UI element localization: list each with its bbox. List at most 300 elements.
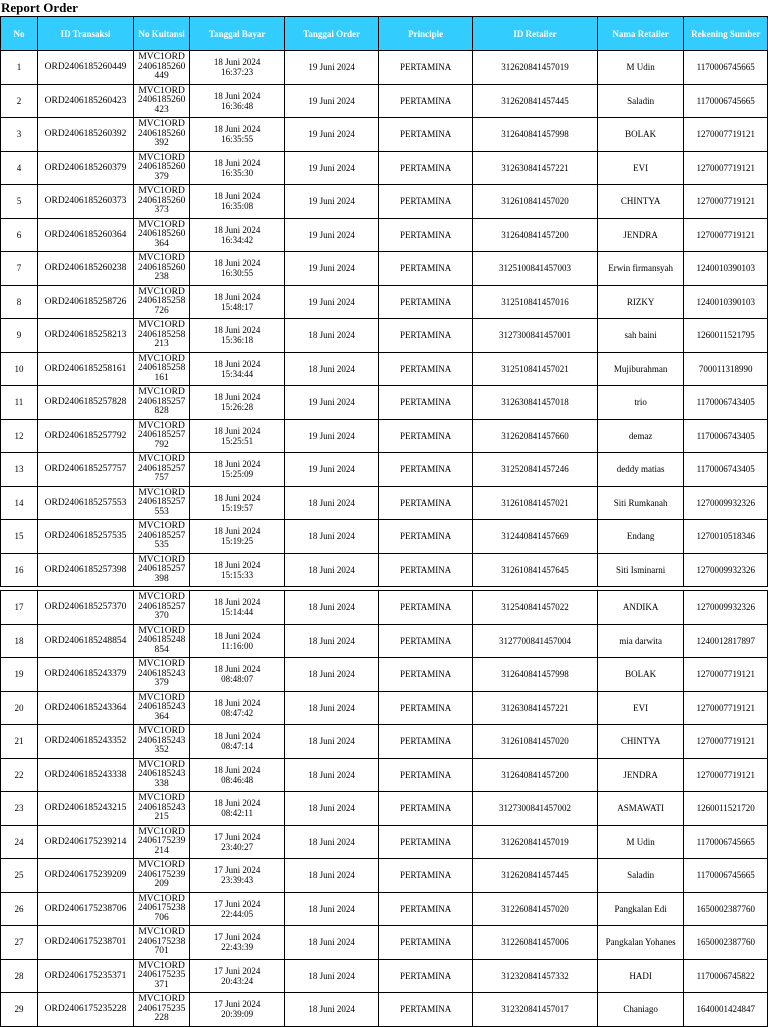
table-cell: [190, 553, 285, 587]
cell-line: 22:43:39: [221, 942, 254, 953]
cell-line: 371: [154, 979, 169, 990]
table-cell: [190, 252, 285, 286]
table-row: [1, 892, 768, 926]
table-cell: 18 Juni 2024: [285, 825, 379, 859]
table-cell: ORD2406185257792: [37, 419, 133, 453]
table-cell: 1260011521795: [684, 319, 768, 353]
table-row: [1, 725, 768, 759]
table-cell: [190, 758, 285, 792]
table-cell: trio: [597, 386, 684, 420]
table-cell: 1240010390103: [684, 285, 768, 319]
table-cell: 4: [1, 151, 38, 185]
table-cell: 312540841457022: [473, 591, 598, 625]
cell-line: MVC1ORD: [138, 960, 185, 971]
cell-line: 828: [154, 406, 169, 416]
table-row: [1, 758, 768, 792]
cell-line: MVC1ORD: [138, 759, 185, 770]
table-cell: [190, 51, 285, 85]
table-cell: 18 Juni 2024: [285, 520, 379, 554]
cell-line: 726: [154, 305, 169, 316]
cell-line: 373: [154, 205, 169, 215]
cell-line: 15:26:28: [221, 402, 254, 413]
table-cell: [134, 151, 190, 185]
cell-line: 18 Juni 2024: [213, 764, 261, 775]
table-cell: ORD2406185260449: [37, 51, 133, 85]
cell-line: 238: [154, 272, 169, 282]
table-cell: PERTAMINA: [379, 285, 473, 319]
table-cell: PERTAMINA: [379, 520, 473, 554]
table-cell: 24: [1, 825, 38, 859]
cell-line: 2406185257: [137, 530, 186, 541]
table-cell: CHINTYA: [597, 725, 684, 759]
cell-line: MVC1ORD: [138, 487, 185, 498]
table-cell: PERTAMINA: [379, 453, 473, 487]
table-row: [1, 151, 768, 185]
cell-line: 16:35:08: [221, 201, 254, 212]
cell-line: 16:35:55: [221, 134, 254, 145]
cell-line: 18 Juni 2024: [213, 358, 261, 369]
table-cell: [190, 658, 285, 692]
column-header: No Kuitansi: [134, 17, 190, 51]
column-header: Principle: [379, 17, 473, 51]
table-cell: JENDRA: [597, 758, 684, 792]
table-cell: ASMAWATI: [597, 792, 684, 826]
table-row: [1, 825, 768, 859]
cell-line: 18 Juni 2024: [213, 526, 261, 537]
column-header: Rekening Sumber: [684, 17, 768, 51]
table-cell: 18 Juni 2024: [285, 993, 379, 1027]
cell-line: 15:14:44: [221, 607, 254, 618]
cell-line: 2406185260: [137, 61, 186, 72]
table-cell: PERTAMINA: [379, 658, 473, 692]
table-row: [1, 624, 768, 658]
cell-line: 2406175239: [137, 869, 186, 880]
cell-line: 18 Juni 2024: [213, 258, 261, 269]
column-header: Tanggal Bayar: [190, 17, 285, 51]
cell-line: 553: [154, 506, 169, 517]
table-cell: 1270007719121: [684, 725, 768, 759]
table-cell: ORD2406185258213: [37, 319, 133, 353]
table-cell: 312510841457021: [473, 352, 598, 386]
cell-line: 15:25:51: [221, 435, 254, 446]
table-cell: 6: [1, 218, 38, 252]
table-cell: [190, 725, 285, 759]
cell-line: MVC1ORD: [138, 826, 185, 837]
table-cell: ORD2406185243364: [37, 691, 133, 725]
table-cell: 312510841457016: [473, 285, 598, 319]
table-cell: 18 Juni 2024: [285, 959, 379, 993]
table-cell: Chaniago: [597, 993, 684, 1027]
cell-line: 23:39:43: [221, 875, 254, 886]
cell-line: 16:30:55: [221, 268, 254, 279]
table-cell: 22: [1, 758, 38, 792]
table-cell: 312440841457669: [473, 520, 598, 554]
cell-line: 2406185258: [137, 296, 186, 306]
table-cell: PERTAMINA: [379, 352, 473, 386]
table-cell: [190, 792, 285, 826]
cell-line: 16:35:30: [221, 167, 254, 178]
table-cell: 312320841457017: [473, 993, 598, 1027]
table-cell: [134, 892, 190, 926]
column-header: Nama Retailer: [597, 17, 684, 51]
table-cell: 312520841457246: [473, 453, 598, 487]
cell-line: 213: [154, 339, 169, 349]
table-cell: [134, 926, 190, 960]
column-header: ID Transaksi: [37, 17, 133, 51]
table-cell: [134, 185, 190, 219]
table-cell: 1270009932326: [684, 591, 768, 625]
table-cell: 3125100841457003: [473, 252, 598, 286]
cell-line: 2406185257: [137, 396, 186, 407]
table-cell: [190, 859, 285, 893]
table-cell: EVI: [597, 151, 684, 185]
cell-line: 11:16:00: [221, 640, 253, 651]
table-cell: ORD2406185260373: [37, 185, 133, 219]
table-cell: [134, 218, 190, 252]
table-row: [1, 591, 768, 625]
cell-line: MVC1ORD: [138, 625, 185, 636]
table-cell: PERTAMINA: [379, 993, 473, 1027]
cell-line: 2406185258: [137, 329, 186, 340]
table-cell: 1170006745822: [684, 959, 768, 993]
table-cell: 1: [1, 51, 38, 85]
table-cell: sah baini: [597, 319, 684, 353]
table-cell: 2: [1, 84, 38, 118]
table-cell: 18 Juni 2024: [285, 319, 379, 353]
cell-line: 701: [154, 946, 169, 956]
table-cell: PERTAMINA: [379, 926, 473, 960]
cell-line: 18 Juni 2024: [213, 191, 261, 202]
table-cell: PERTAMINA: [379, 859, 473, 893]
table-cell: 1170006745665: [684, 859, 768, 893]
table-cell: 19 Juni 2024: [285, 419, 379, 453]
table-row: [1, 218, 768, 252]
table-cell: ORD2406185258161: [37, 352, 133, 386]
cell-line: MVC1ORD: [138, 994, 185, 1004]
table-cell: ORD2406185257535: [37, 520, 133, 554]
column-header: ID Retailer: [473, 17, 598, 51]
table-cell: JENDRA: [597, 218, 684, 252]
cell-line: MVC1ORD: [138, 186, 185, 196]
table-cell: PERTAMINA: [379, 151, 473, 185]
table-cell: [190, 926, 285, 960]
table-cell: 1170006743405: [684, 386, 768, 420]
cell-line: 18 Juni 2024: [213, 798, 261, 809]
table-cell: 1170006743405: [684, 419, 768, 453]
table-cell: 20: [1, 691, 38, 725]
cell-line: 379: [154, 678, 169, 688]
table-cell: 18 Juni 2024: [285, 486, 379, 520]
table-row: [1, 486, 768, 520]
table-cell: [190, 486, 285, 520]
cell-line: 2406185260: [137, 262, 186, 273]
cell-line: 15:25:09: [221, 469, 254, 480]
table-cell: 13: [1, 453, 38, 487]
table-cell: [190, 959, 285, 993]
table-cell: 8: [1, 285, 38, 319]
cell-line: 2406185257: [137, 497, 186, 507]
table-cell: 19 Juni 2024: [285, 285, 379, 319]
table-row: [1, 658, 768, 692]
table-cell: PERTAMINA: [379, 725, 473, 759]
table-cell: [134, 859, 190, 893]
cell-line: 757: [154, 473, 169, 483]
table-cell: ORD2406175235371: [37, 959, 133, 993]
table-cell: PERTAMINA: [379, 591, 473, 625]
table-cell: ORD2406185258726: [37, 285, 133, 319]
table-cell: [190, 624, 285, 658]
table-cell: 25: [1, 859, 38, 893]
cell-line: 08:48:07: [221, 674, 254, 685]
cell-line: 2406185260: [137, 195, 186, 206]
table-cell: 1270007719121: [684, 691, 768, 725]
table-cell: 1270007719121: [684, 151, 768, 185]
table-cell: 312260841457020: [473, 892, 598, 926]
table-row: [1, 520, 768, 554]
cell-line: 209: [154, 879, 169, 889]
table-row: [1, 691, 768, 725]
table-row: [1, 453, 768, 487]
cell-line: 15:48:17: [221, 301, 254, 312]
table-cell: 21: [1, 725, 38, 759]
table-cell: 312610841457020: [473, 725, 598, 759]
table-cell: ORD2406185260379: [37, 151, 133, 185]
table-cell: 1270009932326: [684, 553, 768, 587]
table-cell: 1170006745665: [684, 825, 768, 859]
table-cell: PERTAMINA: [379, 51, 473, 85]
cell-line: MVC1ORD: [138, 592, 185, 602]
table-cell: BOLAK: [597, 658, 684, 692]
table-cell: M Udin: [597, 825, 684, 859]
table-cell: 7: [1, 252, 38, 286]
table-cell: 19 Juni 2024: [285, 151, 379, 185]
table-cell: ORD2406185243352: [37, 725, 133, 759]
table-cell: 19 Juni 2024: [285, 252, 379, 286]
cell-line: 398: [154, 573, 169, 584]
table-cell: 14: [1, 486, 38, 520]
cell-line: 2406185260: [137, 95, 186, 105]
cell-line: 18 Juni 2024: [213, 224, 261, 235]
cell-line: 15:36:18: [221, 335, 254, 346]
table-cell: 1170006745665: [684, 51, 768, 85]
cell-line: 17 Juni 2024: [213, 865, 261, 876]
table-cell: 1270009932326: [684, 486, 768, 520]
table-cell: 1260011521720: [684, 792, 768, 826]
cell-line: 16:37:23: [221, 67, 254, 78]
cell-line: 161: [154, 372, 169, 383]
cell-line: 535: [154, 540, 169, 550]
cell-line: 2406185248: [137, 635, 186, 645]
table-cell: 18 Juni 2024: [285, 691, 379, 725]
table-cell: [134, 252, 190, 286]
cell-line: 18 Juni 2024: [213, 325, 261, 336]
table-cell: ORD2406185248854: [37, 624, 133, 658]
table-cell: mia darwita: [597, 624, 684, 658]
cell-line: 2406185257: [137, 463, 186, 474]
table-cell: PERTAMINA: [379, 185, 473, 219]
table-row: [1, 185, 768, 219]
table-cell: 19 Juni 2024: [285, 218, 379, 252]
cell-line: 2406185243: [137, 769, 186, 779]
cell-line: 2406175235: [137, 1003, 186, 1014]
cell-line: MVC1ORD: [138, 521, 185, 531]
cell-line: 2406175238: [137, 903, 186, 913]
table-cell: 1650002387760: [684, 926, 768, 960]
cell-line: 2406175239: [137, 836, 186, 846]
cell-line: 18 Juni 2024: [213, 425, 261, 436]
table-cell: 18 Juni 2024: [285, 792, 379, 826]
cell-line: MVC1ORD: [138, 353, 185, 364]
table-cell: [190, 185, 285, 219]
table-cell: 18 Juni 2024: [285, 352, 379, 386]
table-cell: PERTAMINA: [379, 386, 473, 420]
cell-line: 392: [154, 138, 169, 148]
cell-line: 214: [154, 845, 169, 856]
table-cell: [190, 352, 285, 386]
cell-line: 2406185260: [137, 162, 186, 172]
table-cell: 312620841457445: [473, 84, 598, 118]
cell-line: 2406185260: [137, 229, 186, 239]
table-cell: PERTAMINA: [379, 486, 473, 520]
table-cell: ORD2406185260364: [37, 218, 133, 252]
table-cell: [190, 453, 285, 487]
table-cell: [134, 118, 190, 152]
cell-line: 449: [154, 71, 169, 81]
cell-line: MVC1ORD: [138, 554, 185, 565]
table-cell: PERTAMINA: [379, 825, 473, 859]
table-cell: 26: [1, 892, 38, 926]
table-row: [1, 319, 768, 353]
table-cell: 19 Juni 2024: [285, 118, 379, 152]
table-cell: Saladin: [597, 859, 684, 893]
table-cell: 19: [1, 658, 38, 692]
cell-line: 18 Juni 2024: [213, 559, 261, 570]
table-cell: 312620841457660: [473, 419, 598, 453]
cell-line: 854: [154, 644, 169, 655]
table-cell: 3127300841457001: [473, 319, 598, 353]
cell-line: 18 Juni 2024: [213, 492, 261, 503]
table-row: [1, 959, 768, 993]
table-cell: 1170006745665: [684, 84, 768, 118]
table-cell: 29: [1, 993, 38, 1027]
table-cell: [134, 486, 190, 520]
table-cell: [190, 892, 285, 926]
table-cell: 18 Juni 2024: [285, 859, 379, 893]
table-cell: 15: [1, 520, 38, 554]
table-cell: 312260841457006: [473, 926, 598, 960]
cell-line: 18 Juni 2024: [213, 124, 261, 135]
table-row: [1, 859, 768, 893]
cell-line: 16:34:42: [221, 234, 254, 245]
table-cell: deddy matias: [597, 453, 684, 487]
cell-line: 18 Juni 2024: [213, 597, 261, 608]
cell-line: 370: [154, 611, 169, 621]
table-row: [1, 285, 768, 319]
table-cell: PERTAMINA: [379, 319, 473, 353]
table-cell: 18 Juni 2024: [285, 658, 379, 692]
cell-line: 2406185258: [137, 363, 186, 373]
table-cell: 19 Juni 2024: [285, 453, 379, 487]
table-cell: PERTAMINA: [379, 959, 473, 993]
table-cell: 1270007719121: [684, 185, 768, 219]
table-cell: Mujiburahman: [597, 352, 684, 386]
table-cell: PERTAMINA: [379, 624, 473, 658]
table-cell: 18 Juni 2024: [285, 926, 379, 960]
cell-line: MVC1ORD: [138, 253, 185, 263]
table-cell: 312630841457018: [473, 386, 598, 420]
cell-line: MVC1ORD: [138, 793, 185, 803]
table-cell: [134, 520, 190, 554]
table-cell: Siti Rumkanah: [597, 486, 684, 520]
cell-line: 2406185243: [137, 668, 186, 679]
table-cell: 1270007719121: [684, 758, 768, 792]
table-cell: Endang: [597, 520, 684, 554]
table-cell: [190, 386, 285, 420]
cell-line: 364: [154, 711, 169, 722]
cell-line: 17 Juni 2024: [213, 932, 261, 943]
table-cell: [190, 285, 285, 319]
table-row: [1, 386, 768, 420]
table-cell: 312610841457020: [473, 185, 598, 219]
table-cell: [190, 591, 285, 625]
column-header: Tanggal Order: [285, 17, 379, 51]
table-cell: [134, 691, 190, 725]
table-cell: [190, 218, 285, 252]
table-cell: [134, 84, 190, 118]
cell-line: 2406185257: [137, 601, 186, 612]
table-cell: ORD2406185257828: [37, 386, 133, 420]
table-cell: 312630841457221: [473, 151, 598, 185]
table-cell: 19 Juni 2024: [285, 386, 379, 420]
table-cell: 1270007719121: [684, 658, 768, 692]
table-cell: 3: [1, 118, 38, 152]
cell-line: 352: [154, 745, 169, 755]
table-cell: [190, 825, 285, 859]
cell-line: MVC1ORD: [138, 692, 185, 703]
table-cell: Siti Isminarni: [597, 553, 684, 587]
table-cell: [190, 419, 285, 453]
table-cell: PERTAMINA: [379, 252, 473, 286]
table-cell: CHINTYA: [597, 185, 684, 219]
table-cell: [134, 725, 190, 759]
table-cell: [134, 658, 190, 692]
table-cell: [190, 691, 285, 725]
column-header: No: [1, 17, 38, 51]
table-cell: Saladin: [597, 84, 684, 118]
table-cell: 3127300841457002: [473, 792, 598, 826]
table-cell: demaz: [597, 419, 684, 453]
cell-line: MVC1ORD: [138, 860, 185, 870]
table-cell: 18 Juni 2024: [285, 624, 379, 658]
cell-line: MVC1ORD: [138, 659, 185, 669]
table-row: [1, 553, 768, 587]
table-cell: 312610841457021: [473, 486, 598, 520]
cell-line: 18 Juni 2024: [213, 697, 261, 708]
cell-line: MVC1ORD: [138, 152, 185, 163]
cell-line: 08:47:42: [221, 707, 254, 718]
table-cell: [190, 993, 285, 1027]
table-cell: ORD2406185257398: [37, 553, 133, 587]
table-cell: M Udin: [597, 51, 684, 85]
cell-line: MVC1ORD: [138, 119, 185, 129]
table-cell: 312620841457019: [473, 51, 598, 85]
table-cell: [134, 993, 190, 1027]
table-row: [1, 419, 768, 453]
table-header-row: [1, 17, 768, 51]
table-cell: PERTAMINA: [379, 792, 473, 826]
table-cell: PERTAMINA: [379, 218, 473, 252]
table-row: [1, 352, 768, 386]
